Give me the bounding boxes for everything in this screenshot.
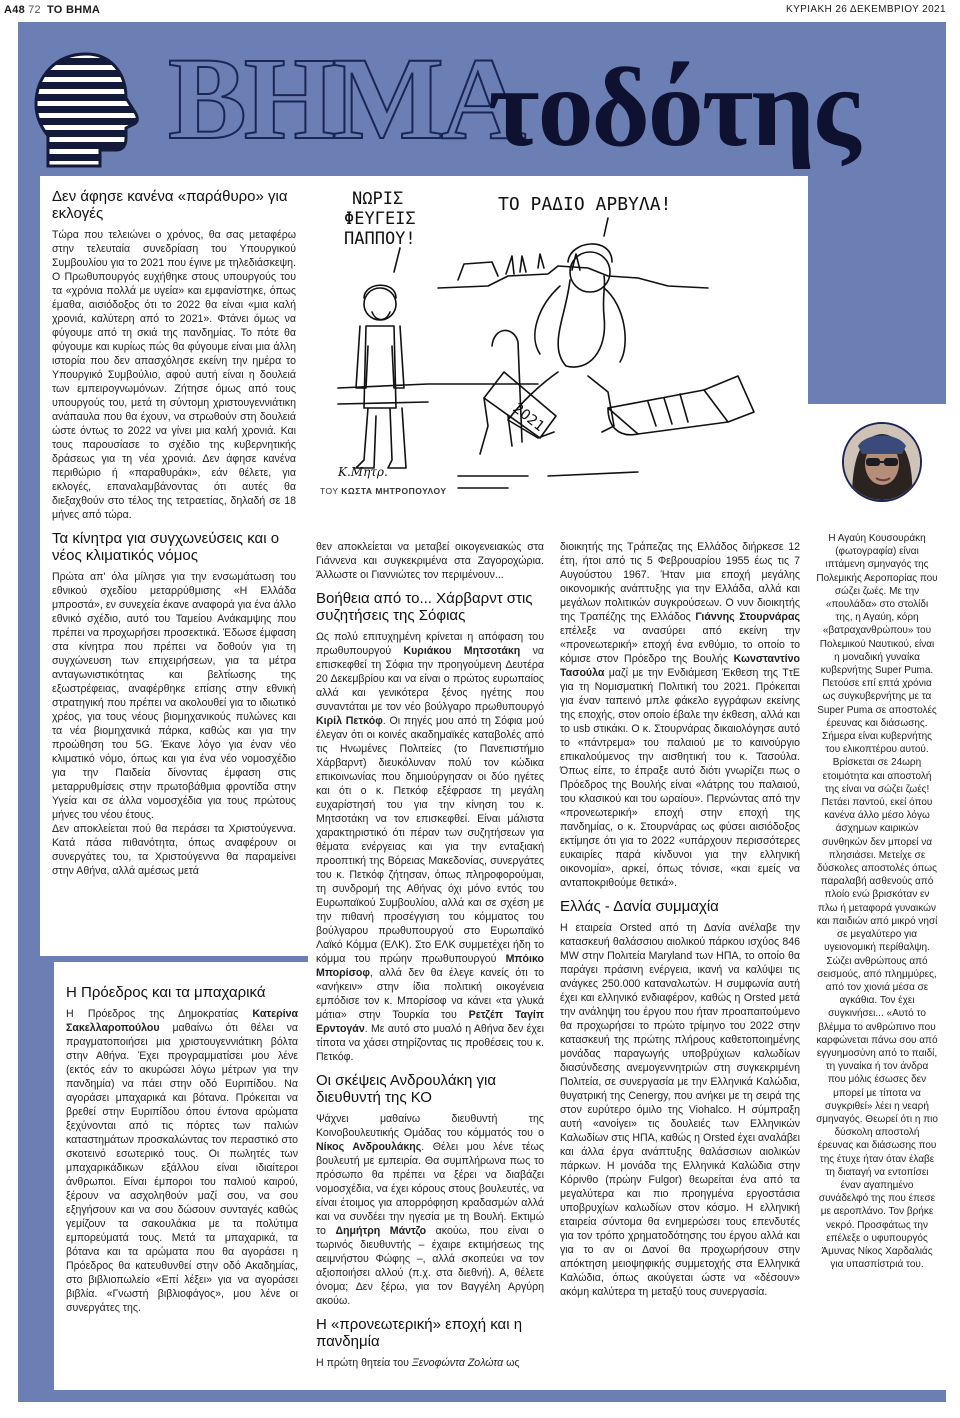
text-run: μαζί με την Ενδιάμεση Έκθεση της ΤτΕ για τη Νομισματική Πολιτική του 2021. Πρόκειται για έναν ταπεινό μπλε φάκελο εγγράφων εκείνης της εποχής, στον οποίο έβαλε την έκθεση, αλλά και το usb στικάκι. Ο κ. Στουρνάρας δικαιολόγησε αυτό το «πάντρεμα» του παλαιού με το καινούργιο επικαλούμενος την αισθητική του κ. Τασούλα. Όπως είπε, το έπραξε αυτό διότι γνωρίζει πως ο Πρόεδρος της Βουλής είναι «λάτρης του παλαιού, του κλασικού και του ωραίου». Περνώντας από την «προνεωτερική» εποχή στην εποχή της πανδημίας, ο κ. Στουρνάρας ως φύσει αισιόδοξος εκτίμησε ότι για το 2022 «υπάρχουν περισσότερες ευκαιρίες παρά κίνδυνοι για την ελληνική οικονομία», αρκεί, όπως τόνισε, «και εμείς να ανταποκριθούμε θετικά». [560,667,800,889]
text-run: ως [503,1357,520,1369]
article-body: Δεν αποκλείεται πού θα περάσει τα Χριστούγεννα. Κατά πάσα πιθανότητα, όπως αναφέρουν οι συνεργάτες του, τα Χριστούγεννα θα παραμείνει στην Αθήνα, αλλά αμέσως μετά [52,823,296,877]
name-highlight: Κατερίνα Σακελλαροπούλου [66,1008,298,1034]
avatar [842,422,922,502]
cartoon-credit [320,486,447,496]
masthead [18,22,946,168]
cartoon [308,176,808,538]
text-run: , αλλά δεν θα έλεγε κανείς ότι το «ανήκειν» στην ίδια πολιτική οικογένεια εμπόδισε τον κ. Μπορίσοφ να κάνει «τα γλυκά μάτια» στην Τουρκία του [316,967,544,1021]
article-title: Δεν άφησε κανένα «παράθυρο» για εκλογές [52,188,288,222]
text-run: Η πρώτη θητεία του [316,1357,412,1369]
president-article-box [54,962,308,1390]
text-run: . Με αυτό στο μυαλό η Αθήνα δεν έχει τίποτα να χάσει στηρίζοντας τις προθέσεις του κ. Πετκόφ. [316,1023,544,1063]
cartoon-drawing [308,176,808,538]
name-highlight: Ξενοφώντα Ζολώτα [411,1357,504,1369]
article-title: Ελλάς - Δανία συμμαχία [560,898,719,915]
article-title: Τα κίνητρα για συγχωνεύσεις και ο νέος κλιματικός νόμος [52,530,280,564]
name-highlight: Κωνσταντίνο Τασούλα [560,653,800,679]
text-run: ακούω, που είναι ο τωρινός διευθυντής – έχαιρε εκτιμήσεως της αειμνήστου Φώφης –, αλλά σκοπεύει να τον αξιοποιήσει αλλού (π.χ. στα διεθνή). Α, θέλετε όνομα; Δεν ξέρω, για τον Βαγγέλη Αργύρη ακούω. [316,1225,544,1307]
year-label: 2021 [509,400,548,436]
article-title: Οι σκέψεις Ανδρουλάκη για διευθυντή της ΚΟ [316,1072,497,1106]
page-number: Α48 [4,4,26,16]
middle-column [308,538,552,1390]
article-body: θεν αποκλείεται να μεταβεί οικογενειακώς στα Γιάννενα και συγκεκριμένα στα Ζαγοροχώρια. Άλλωστε οι Γιαννιώτες τον περιμένουν... [316,541,544,581]
name-highlight: Κιρίλ Πετκόφ [316,715,383,727]
page-header [0,0,960,20]
issue-date: ΚΥΡΙΑΚΗ 26 ΔΕΚΕΜΒΡΙΟΥ 2021 [786,4,946,15]
speech-bubble-2: ΤΟ ΡΑΔΙΟ ΑΡΒΥΛΑ! [498,194,672,215]
name-highlight: Μπόικο Μπορίσοφ [316,953,544,979]
article-title: Η «προνεωτερική» εποχή και η πανδημία [316,1316,523,1350]
text-run: . Θέλει μου λένε τέως βουλευτή με εμπειρία. Θα συμπλήρωνα πως το πρόσωπο θα πρέπει να ξέρει να διαβάζει νομοσχέδια, να έχει κόρους στους βουλευτές, να είναι έτοιμος για απορρόφηση κραδασμών αλλά και να συνδέει την ηγεσία με τη Βουλή. Εκτιμώ το [316,1141,544,1237]
name-highlight: Γιάννης Στουρνάρας [695,611,800,623]
portrait-photo [844,424,920,500]
text-run: Η Πρόεδρος της Δημοκρατίας [66,1008,253,1020]
article-title: Η Πρόεδρος και τα μπαχαρικά [66,984,266,1001]
name-highlight: Νίκος Ανδρουλάκης [316,1141,422,1153]
text-run: διοικητής της Τράπεζας της Ελλάδος διήρκεσε 12 έτη, ήτοι από τις 5 Φεβρουαρίου 1955 έως τις 7 Αυγούστου 1967. Ήταν μια εποχή μεγάλης οικονομικής ανάπτυξης για την Ελλάδα, αλλά και μεγάλων πολιτικών συγκρούσεων. Ο νυν διοικητής της Τραπέζης της Ελλάδος [560,541,800,623]
text-run: Ως πολύ επιτυχημένη κρίνεται η απόφαση του πρωθυπουργού [316,631,544,657]
text-run: επέλεξε να ανασύρει από εκείνη την «προνεωτερική» εποχή ένα ενθύμιο, το οποίο το κόμισε στον Πρόεδρο της Βουλής [560,625,800,665]
sidebar-column [808,404,946,1390]
text-run: Ψάχνει μαθαίνω διευθυντή της Κοινοβουλευτικής Ομάδας του κόμματός του ο [316,1113,544,1139]
profile-caption: Η Αγαύη Κουσουράκη (φωτογραφία) είναι ιπτάμενη σμηναγός της Πολεμικής Αεροπορίας που σώζει ζωές. Με την «πουλάδα» στο στολίδι της, η Αγαύη, κόρη «βατραχανθρώπου» του Πολεμικού Ναυτικού, είναι η μοναδική γυναίκα κυβερνήτης Super Puma. Πετούσε επί επτά χρόνια ως συγκυβερνήτης με τα Super Puma σε αποστολές έρευνας και διάσωσης. Σήμερα είναι κυβερνήτης του ελικοπτέρου αυτού. Βρίσκεται σε 24ωρη ετοιμότητα και αποστολή της είναι να σώζει ζωές! Πετάει παντού, εκεί όπου κανένα άλλο μέσο λόγω άσχημων καιρικών συνθηκών δεν μπορεί να πλησιάσει. Μετείχε σε δύσκολες αποστολές όπως παραλαβή ασθενούς από πλοίο ενώ βρισκόταν εν πλω ή μεταφορά γυναικών και παιδιών από μικρό νησί σε μεγαλύτερο για υγειονομική περίθαλψη. Σώζει ανθρώπους από σεισμούς, από πλημμύρες, από τον χιονιά μέσα σε αγκάθια. Τον έχει συγκινήσει... «Αυτό το βλέμμα το ανθρώπινο που καρφώνεται πάνω σου από εγγυημοσύνη από το παιδί, τη γυναίκα ή τον άνδρα που μόλις έσωσες δεν μπορεί με τίποτα να συγκριθεί» λέει η νεαρή σμηναγός. Θεωρεί ότι η πιο δύσκολη αποστολή έρευνας και διάσωσης που της έτυχε ήταν όταν έλαβε τη διαταγή να εντοπίσει έναν αγαπημένο συνάδελφό της που έπεσε με αεροπλάνο. Τον βρήκε νεκρό. Προσφάτως την επέλεξε ο υφυπουργός Άμυνας Νίκος Χαρδαλιάς για υπασπίστριά του. [816,533,938,1271]
name-highlight: Κυριάκου Μητσοτάκη [403,645,521,657]
article-body [316,630,544,1064]
article-title: Βοήθεια από το... Χάρβαρντ στις συζητήσεις της Σόφιας [316,590,533,624]
credit-name: ΚΩΣΤΑ ΜΗΤΡΟΠΟΥΛΟΥ [341,486,447,496]
header-left [4,4,100,16]
masthead-todotis: τοδότης [488,46,859,170]
text-run: . Οι πηγές μου από τη Σόφια μού έλεγαν ότι οι κοινές ακαδημαϊκές καταβολές από τις Ηνωμένες Πολιτείες (το Πανεπιστήμιο Χάρβαρντ) διευκόλυναν πολύ τον κώδικα επικοινωνίας που δημιούργησαν οι δύο ηγέτες και ότι ο κ. Πετκόφ εξέφρασε τη μεγάλη ευχαρίστησή του για την κίνηση του κ. Μητσοτάκη να τον επισκεφθεί. Είναι μάλιστα χαρακτηριστικό ότι πέραν των συζητήσεων για θέματα ενέργειας και για την ενταξιακή προοπτική της Βόρειας Μακεδονίας, συνεργάτες του κ. Πετκόφ ζήτησαν, όπως πληροφορούμαι, τη συνδρομή της Αθήνας όχι μόνο εντός του Ευρωπαϊκού Συμβουλίου, αλλά και σε σχέση με την πιθανή προσέγγιση του κόμματος του βούλγαρου πρωθυπουργού στο Ευρωπαϊκό Λαϊκό Κόμμα (ΕΛΚ). Στο ΕΛΚ συμμετέχει ήδη το κόμμα του πρώην πρωθυπουργού [316,715,545,965]
article-body: Η εταιρεία Orsted από τη Δανία ανέλαβε την κατασκευή θαλάσσιου αιολικού πάρκου ισχύος 846 MW στην Πολιτεία Maryland των ΗΠΑ, το οποίο θα παράγει πράσινη ενέργεια, ικανή να καλύψει τις ανάγκες 250.000 καταναλωτών. Η συμφωνία αυτή έχει και ελληνικό ενδιαφέρον, καθώς η Orsted μετά την ανάληψη του έργου που ήταν προαπαιτούμενο θα προχωρήσει το πρώτο τρίμηνο του 2022 στην κατασκευή της πρώτης πλήρους καθετοποιημένης μονάδας παραγωγής υποβρύχιων καλωδίων διασύνδεσης ανεμογεννητριών στη συγκεκριμένη Πολιτεία, σε συνεργασία με την Ελληνικά Καλώδια, θυγατρική της Cenergy, που ανήκει με τη σειρά της στον ευρύτερο όμιλο της Viohalco. Η σύμπραξη αυτή «ανοίγει» τις δουλειές των Ελληνικών Καλωδίων στις ΗΠΑ, καθώς η Orsted έχει αναλάβει και άλλα έργα ανάπτυξης θαλάσσιων αιολικών πάρκων. Η μονάδα της Ελληνικά Καλώδια στην Κόρινθο (πρώην Fulgor) θεωρείται ένα από τα μεγαλύτερα και πιο προηγμένα εργοστάσια υποβρυχίων καλωδίων στον κόσμο. Η ελληνική εταιρεία σύντομα θα ενημερώσει τους επενδυτές για τον τρόπο χρηματοδότησης του έργου αλλά και για το αν οι Δανοί θα προχωρήσουν στην απόκτηση μειοψηφικής συμμετοχής στα Ελληνικά Καλώδια, όπως ακούγεται ώστε να «δέσουν» ακόμη καλύτερα τη μεταξύ τους συνεργασία. [560,922,800,1298]
right-middle-column [552,538,808,1390]
name-highlight: Δημήτρη Μάντζο [335,1225,427,1237]
article-body [316,1356,544,1370]
credit-prefix: ΤΟΥ [320,486,339,496]
article-body [560,540,800,890]
text-run: να επισκεφθεί τη Σόφια την προηγούμενη Δευτέρα 20 Δεκεμβρίου και να είναι ο πρώτος ευρωπαίος αλλά και γενικότερα ξένος ηγέτης που συναντάται με τον νέο βούλγαρο πρωθυπουργό [316,645,544,713]
name-highlight: Ρετζέπ Ταγίπ Ερντογάν [316,1009,544,1035]
paper-name: ΤΟ ΒΗΜΑ [46,4,101,16]
issue-number: 72 [28,4,41,16]
masthead-vima: ΒΗΜΑ [168,33,524,164]
head-profile-icon [28,52,140,168]
article-body [66,1007,298,1315]
article-body [316,1112,544,1308]
left-column [40,176,308,956]
cartoonist-signature: Κ.Μητρ. [338,465,388,479]
text-run: μαθαίνω ότι θέλει να πραγματοποιήσει μια χριστουγεννιάτικη βόλτα στην Αθήνα. Έχει προγραμματίσει μου λένε (εκτός εάν το ακυρώσει λόγω μέτρων για την πανδημία) να πάει στην οδό Ευριπίδου. Να αγοράσει μπαχαρικά και βότανα. Πρόκειται να βρεθεί στην Ευριπίδου όπου έντονα αρώματα ξεχύνονται από τις πόρτες των παλιών καταστημάτων προσκαλώντας τον περαστικό στο σκοτεινό εσωτερικό τους. Οι πωλητές των μπαχαρικάδικων εξάλλου είναι ιδιαίτεροι άνθρωποι. Είναι έμποροι του παλιού καιρού, ξέρουν να ασχοληθούν μαζί σου, να σου εξηγήσουν και να σου δώσουν συνταγές καθώς γεμίζουν τα σακουλάκια με τα πολύτιμα εμπορεύματά τους. Μετά τα μπαχαρικά, τα βότανα και τα αρώματα που θα αγοράσει η Πρόεδρος θα κατευθυνθεί στην οδό Ακαδημίας, στο βιβλιοπωλείο «Επί λέξει» για να αγοράσει βιβλία. «Γνωστή βιβλιοφάγος», μου λένε οι συνεργάτες της. [66,1022,298,1314]
speech-bubble-1: ΝΩΡΙΣ ΦΕΥΓΕΙΣ ΠΑΠΠΟΥ! [344,189,416,249]
article-body: Τώρα που τελειώνει ο χρόνος, θα σας μεταφέρω στην τελευταία συνεδρίαση του Υπουργικού Συμβουλίου για το 2021 που έγινε με τηλεδιάσκεψη. Ο Πρωθυπουργός ευχήθηκε στους υπουργούς του τα «χρόνια πολλά με υγεία» και εμφανίστηκε, όπως έμαθα, αισιόδοξος ότι το 2022 θα είναι «μια καλή χρονιά, καλύτερη από το 2021». Φτάνει όμως να φύγουμε από τη σκιά της πανδημίας. Το πότε θα φύγουμε και κυρίως πώς θα φύγουμε είναι μια άλλη ιστορία που δεν απασχόλησε εκείνη την ημέρα το Υπουργικό Συμβούλιο, αφού αυτή είναι η δουλειά των εμπειρογνωμόνων. Ζήτησε όμως από τους υπουργούς του, μετά τη σύντομη χριστουγεννιάτικη ανάπαυλα που θα έχουν, να στρωθούν στη δουλειά ώστε όντως το 2022 να γίνει μια καλή χρονιά. Και τους παρουσίασε το σχέδιο της κυβερνητικής δράσεως για τη νέα χρονιά. Δεν άφησε κανένα περιθώριο ή «παραθυράκι», εάν θέλετε, για εκλογές, επαναλαμβάνοντας ότι αυτές θα διεξαχθούν στο τέλος της τετραετίας, δηλαδή σε 18 μήνες από τώρα. [52,229,296,521]
article-body: Πρώτα απ' όλα μίλησε για την ενσωμάτωση του εθνικού σχεδίου μεταρρύθμισης «Η Ελλάδα μπροστά», εν συνεχεία έκανε αναφορά για ένα άλλο εθνικό σχέδιο, αυτό του Ταμείου Ανάκαμψης που πρέπει να προχωρήσει προσεκτικά. Έδωσε έμφαση στα κίνητρα που πρέπει να δοθούν για τη συγχώνευση των επιχειρήσεων, για τα μέτρα ανταγωνιστικότητας και βελτίωσης της εξωστρέφειας, αναφέρθηκε επίσης στην εθνική στρατηγική που πρέπει να ακολουθεί για το ιδιωτικό χρέος, για τους νέους βιομηχανικούς πυλώνες και τα νέα βιομηχανικά πάρκα, καθώς και για την προώθηση του 5G. Έκανε λόγο για έναν νέο κλιματικό νόμο, όπως και για ένα νέο νομοσχέδιο για την Παιδεία δίνοντας έμφαση στις μεταρρυθμίσεις στην πρωτοβάθμια φροντίδα στην Υγεία και σε άλλα νομοσχέδια για τους πρώτους μήνες του νέου έτους. [52,571,296,821]
